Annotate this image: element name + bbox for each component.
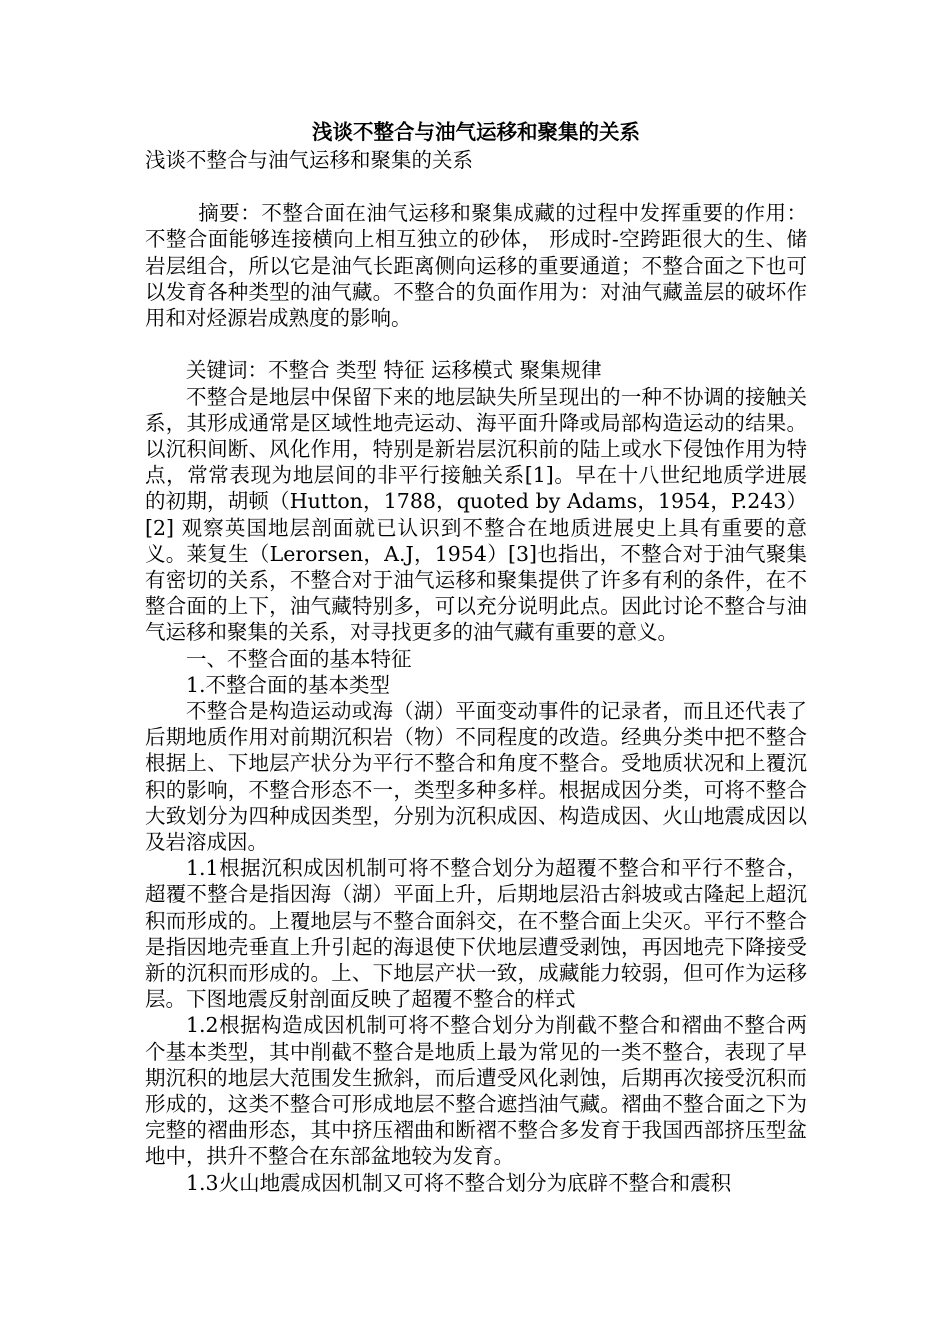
document-title: 浅谈不整合与油气运移和聚集的关系 — [312, 120, 640, 144]
body-paragraph-1-2: 1.2根据构造成因机制可将不整合划分为削截不整合和褶曲不整合两个基本类型，其中削截不整合是地质上最为常见的一类不整合，表现了早期沉积的地层大范围发生掀斜，而后遭受风化剥蚀，后期再次接受沉积而形成的，这类不整合可形成地层不整合遮挡油气藏。褶曲不整合面之下为完整的褶曲形态，其中挤压褶曲和断褶不整合多发育于我国西部挤压型盆地中，拱升不整合在东部盆地较为发育。 — [145, 1013, 807, 1169]
abstract-paragraph: 摘要：不整合面在油气运移和聚集成藏的过程中发挥重要的作用：不整合面能够连接横向上相互独立的砂体， 形成时-空跨距很大的生、储岩层组合，所以它是油气长距离侧向运移的重要通道；不整合面之下也可以发育各种类型的油气藏。不整合的负面作用为：对油气藏盖层的破坏作用和对烃源岩成熟度的影响。 — [145, 201, 807, 330]
subsection-heading: 1.不整合面的基本类型 — [186, 672, 391, 697]
document-page — [145, 118, 807, 1196]
body-paragraph-1-1: 1.1根据沉积成因机制可将不整合划分为超覆不整合和平行不整合，超覆不整合是指因海（湖）平面上升，后期地层沿古斜坡或古隆起上超沉积而形成的。上覆地层与不整合面斜交，在不整合面上尖灭。平行不整合是指因地壳垂直上升引起的海退使下伏地层遭受剥蚀，再因地壳下降接受新的沉积而形成的。上、下地层产状一致，成藏能力较弱，但可作为运移层。下图地震反射剖面反映了超覆不整合的样式 — [145, 856, 807, 1012]
section-heading: 一、不整合面的基本特征 — [186, 646, 412, 671]
keywords-line: 关键词：不整合 类型 特征 运移模式 聚集规律 — [186, 358, 602, 383]
document-subtitle: 浅谈不整合与油气运移和聚集的关系 — [145, 148, 473, 172]
intro-paragraph: 不整合是地层中保留下来的地层缺失所呈现出的一种不协调的接触关系，其形成通常是区域性地壳运动、海平面升降或局部构造运动的结果。以沉积间断、风化作用，特别是新岩层沉积前的陆上或水下侵蚀作用为特点，常常表现为地层间的非平行接触关系[1]。早在十八世纪地质学进展的初期，胡顿（Hutton，1788，quoted by Adams，1954，P.243）[2] 观察英国地层剖面就已认识到不整合在地质进展史上具有重要的意义。莱复生（Lerorsen，A.J，1954）[3]也指出，不整合对于油气聚集有密切的关系，不整合对于油气运移和聚集提供了许多有利的条件，在不整合面的上下，油气藏特别多，可以充分说明此点。因此讨论不整合与油气运移和聚集的关系，对寻找更多的油气藏有重要的意义。 — [145, 384, 807, 645]
body-paragraph-1-3: 1.3火山地震成因机制又可将不整合划分为底辟不整合和震积 — [186, 1170, 732, 1195]
blank-line — [145, 174, 807, 200]
blank-line — [145, 331, 807, 357]
body-paragraph: 不整合是构造运动或海（湖）平面变动事件的记录者，而且还代表了后期地质作用对前期沉积岩（物）不同程度的改造。经典分类中把不整合根据上、下地层产状分为平行不整合和角度不整合。受地质状况和上覆沉积的影响，不整合形态不一，类型多种多样。根据成因分类，可将不整合大致划分为四种成因类型，分别为沉积成因、构造成因、火山地震成因以及岩溶成因。 — [145, 699, 807, 855]
